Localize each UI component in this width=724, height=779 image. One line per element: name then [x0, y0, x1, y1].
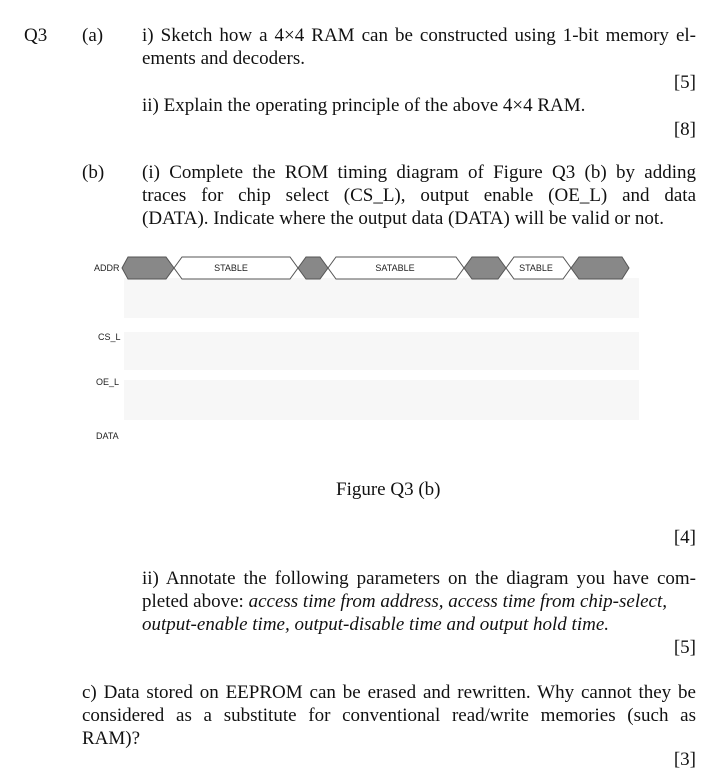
addr-window-label-2: SATABLE	[375, 263, 415, 273]
addr-window-label-1: STABLE	[214, 263, 248, 273]
timing-diagram	[88, 240, 648, 450]
signal-label-cs: CS_L	[98, 332, 121, 342]
part-b-i-line1: (i) Complete the ROM timing diagram of Figure Q3 (b) by adding	[142, 162, 696, 183]
part-a-label: (a)	[82, 25, 104, 46]
signal-label-addr: ADDR	[94, 263, 120, 273]
part-b-i-line2: traces for chip select (CS_L), output enable (OE_L) and data	[142, 185, 696, 206]
part-a-i-marks: [5]	[673, 72, 696, 93]
part-b-ii-line2-italic: access time from address, access time from chip-select,	[248, 591, 668, 612]
part-a-ii-marks: [8]	[673, 119, 696, 140]
addr-invalid-2	[298, 257, 328, 279]
part-b-i-line3: (DATA). Indicate where the output data (DATA) will be valid or not.	[142, 208, 664, 229]
addr-bus-trace	[88, 240, 648, 450]
part-b-ii-marks: [5]	[673, 637, 696, 658]
part-b-ii-line3	[142, 613, 609, 636]
part-b-ii-line1: ii) Annotate the following parameters on the diagram you have com-	[142, 568, 696, 589]
addr-invalid-3	[464, 257, 506, 279]
signal-label-oe: OE_L	[96, 377, 120, 387]
addr-invalid-1	[122, 257, 174, 279]
part-b-i-marks: [4]	[673, 527, 696, 548]
part-a-i-line1: i) Sketch how a 4×4 RAM can be constructed using 1-bit memory el-	[142, 25, 696, 46]
part-c-line3: RAM)?	[82, 728, 141, 749]
part-c-line2: considered as a substitute for conventional read/write memories (such as	[82, 705, 696, 726]
part-a-ii-text: ii) Explain the operating principle of the above 4×4 RAM.	[142, 95, 586, 116]
part-b-ii-line2	[142, 590, 696, 613]
part-c-line1: c) Data stored on EEPROM can be erased and rewritten. Why cannot they be	[82, 682, 696, 703]
part-b-label: (b)	[82, 162, 105, 183]
question-number: Q3	[24, 25, 48, 46]
addr-window-label-3: STABLE	[519, 263, 553, 273]
figure-caption: Figure Q3 (b)	[336, 479, 441, 500]
part-b-ii-line3-italic: output-enable time, output-disable time and output hold time.	[142, 614, 610, 635]
part-b-ii-line2-plain: pleted above:	[142, 591, 249, 612]
addr-invalid-4	[571, 257, 629, 279]
signal-label-data: DATA	[96, 431, 119, 441]
part-a-i-line2: ements and decoders.	[142, 48, 306, 69]
part-c-marks: [3]	[673, 749, 696, 770]
